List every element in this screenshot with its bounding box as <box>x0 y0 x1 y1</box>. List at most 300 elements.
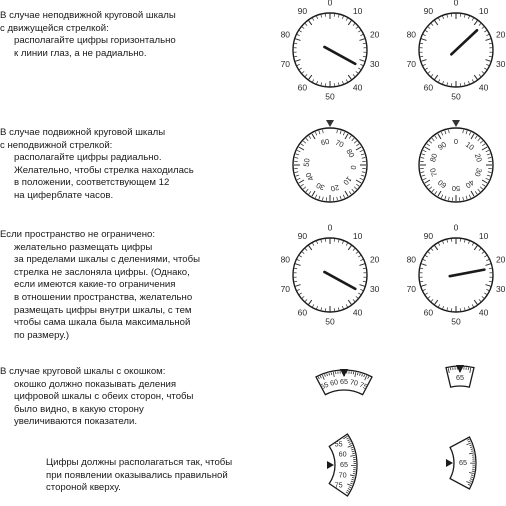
tick-mark <box>297 259 300 260</box>
tick-mark <box>299 30 302 32</box>
tick-mark <box>425 180 430 183</box>
dial-number: 70 <box>280 283 291 294</box>
tick-mark <box>434 20 438 25</box>
tick-mark <box>441 132 442 135</box>
tick-mark <box>472 18 474 21</box>
window-dial-horizontal-wide <box>316 369 372 395</box>
tick-mark <box>469 473 474 474</box>
dial-number: 70 <box>338 470 347 480</box>
tick-mark <box>308 20 312 25</box>
tick-mark <box>421 158 424 159</box>
tick-mark <box>486 259 489 260</box>
tick-mark <box>463 197 464 200</box>
tick-mark <box>485 60 491 62</box>
dial-number: 0 <box>327 222 333 233</box>
tick-mark <box>474 20 478 25</box>
tick-mark <box>351 447 353 448</box>
tick-mark <box>353 248 355 251</box>
tick-mark <box>351 479 353 480</box>
tick-mark <box>348 300 352 305</box>
tick-mark <box>347 438 349 439</box>
tick-mark <box>486 178 489 179</box>
tick-mark <box>470 447 472 448</box>
tick-mark <box>486 289 489 290</box>
tick-mark <box>322 375 324 380</box>
dial-number: 90 <box>297 6 308 17</box>
tick-mark <box>301 144 304 146</box>
tick-mark <box>358 68 361 70</box>
instruction-line: чтобы сама шкала была максимальной <box>14 317 191 329</box>
dial-number: 65 <box>340 376 348 386</box>
tick-mark <box>441 195 442 198</box>
tick-mark <box>312 304 314 307</box>
tick-mark <box>425 293 428 295</box>
tick-mark <box>297 178 300 179</box>
tick-mark <box>484 293 487 295</box>
instruction-line: располагайте цифры радиально. <box>14 152 162 164</box>
tick-mark <box>301 251 304 253</box>
tick-mark <box>348 488 350 489</box>
dial-number: 50 <box>451 316 461 327</box>
tick-mark <box>361 154 364 155</box>
tick-mark <box>306 138 308 141</box>
tick-mark <box>312 18 314 21</box>
instruction-line: при появлении оказывались правильной <box>46 469 228 481</box>
dial-number: 60 <box>423 82 434 93</box>
tick-mark <box>448 368 449 373</box>
tick-mark <box>348 445 353 447</box>
dial-number: 80 <box>344 147 357 160</box>
tick-mark <box>356 296 359 298</box>
tick-mark <box>312 191 315 196</box>
tick-mark <box>318 377 319 379</box>
needle <box>450 270 485 277</box>
dial-number: 80 <box>406 254 417 265</box>
tick-mark <box>468 441 470 442</box>
dial-number: 80 <box>280 254 291 265</box>
instruction-line: располагайте цифры горизонтально <box>14 35 176 47</box>
tick-mark <box>469 481 471 482</box>
tick-mark <box>485 39 491 41</box>
tick-mark <box>427 184 430 186</box>
tick-mark <box>360 34 363 35</box>
dial-number: 70 <box>280 58 291 69</box>
dial-number: 65 <box>459 457 467 467</box>
tick-mark <box>356 26 359 28</box>
dial-number: 30 <box>369 283 380 294</box>
tick-mark <box>482 184 485 186</box>
dial-number: 10 <box>463 139 476 153</box>
tick-mark <box>353 74 355 77</box>
tick-mark <box>315 195 316 198</box>
dial-number: 50 <box>325 91 335 102</box>
tick-mark <box>486 150 489 151</box>
tick-mark <box>421 39 427 41</box>
dial-number: 20 <box>369 254 380 265</box>
tick-mark <box>474 75 478 80</box>
tick-mark <box>350 475 355 476</box>
tick-mark <box>475 136 477 139</box>
tick-mark <box>422 175 425 176</box>
tick-mark <box>482 71 485 73</box>
tick-mark <box>296 154 299 155</box>
tick-mark <box>432 138 434 141</box>
tick-mark <box>360 373 361 375</box>
tick-mark <box>421 285 427 287</box>
tick-mark <box>346 79 348 82</box>
tick-mark <box>309 191 311 194</box>
tick-mark <box>347 490 349 491</box>
tick-mark <box>333 372 334 377</box>
tick-mark <box>295 285 301 287</box>
tick-mark <box>434 75 438 80</box>
dial-fixed-horizontal-right <box>407 0 506 101</box>
dial-number: 90 <box>423 6 434 17</box>
dial-number: 0 <box>348 164 359 171</box>
tick-mark <box>347 484 352 486</box>
tick-mark <box>445 131 446 134</box>
dial-number: 60 <box>423 307 434 318</box>
tick-mark <box>479 299 481 302</box>
tick-mark <box>431 23 433 26</box>
tick-mark <box>471 451 473 452</box>
tick-mark <box>303 187 306 189</box>
dial-number: 50 <box>451 91 461 102</box>
tick-mark <box>331 372 332 374</box>
tick-mark <box>325 374 326 376</box>
tick-mark <box>482 296 485 298</box>
tick-mark <box>480 187 483 189</box>
needle <box>451 30 477 54</box>
dial-number: 60 <box>436 177 449 191</box>
tick-mark <box>484 30 487 32</box>
tick-mark <box>349 487 351 488</box>
tick-mark <box>362 172 365 173</box>
dial-number: 50 <box>325 316 335 327</box>
tick-mark <box>356 71 359 73</box>
tick-mark <box>488 158 491 159</box>
dial-number: 50 <box>451 184 461 194</box>
tick-mark <box>348 245 352 250</box>
instruction-line: стороной кверху. <box>46 482 121 494</box>
dial-number: 20 <box>495 254 506 265</box>
instruction-line: если имеются какие-то ограничения <box>14 279 176 291</box>
tick-mark <box>308 245 312 250</box>
tick-mark <box>449 130 450 133</box>
tick-mark <box>449 197 450 200</box>
dial-number: 20 <box>329 182 340 194</box>
tick-mark <box>427 26 430 28</box>
dial-number: 0 <box>453 0 459 8</box>
instruction-line: с движущейся стрелкой: <box>0 22 109 34</box>
dial-number: 30 <box>472 166 484 178</box>
dial-radial-right <box>419 120 493 202</box>
dial-number: 70 <box>428 166 440 178</box>
tick-mark <box>431 299 433 302</box>
tick-mark <box>305 248 307 251</box>
tick-mark <box>435 191 437 194</box>
tick-mark <box>362 374 363 376</box>
tick-mark <box>478 189 480 192</box>
tick-mark <box>482 180 487 183</box>
tick-mark <box>359 264 365 266</box>
instruction-line: В случае подвижной круговой шкалы <box>0 127 166 138</box>
dial-number: 90 <box>423 231 434 242</box>
tick-mark <box>468 484 470 485</box>
tick-mark <box>466 196 467 199</box>
tick-mark <box>487 175 490 176</box>
tick-mark <box>354 141 357 143</box>
tick-mark <box>486 34 489 35</box>
tick-mark <box>361 175 364 176</box>
tick-mark <box>425 255 428 257</box>
tick-mark <box>345 134 348 139</box>
tick-mark <box>471 449 473 450</box>
tick-mark <box>429 187 432 189</box>
tick-mark <box>360 289 363 290</box>
tick-mark <box>368 376 369 378</box>
dial-number: 60 <box>297 307 308 318</box>
tick-mark <box>423 259 426 260</box>
tick-mark <box>349 443 351 444</box>
dial-number: 75 <box>334 480 343 490</box>
tick-mark <box>356 180 361 183</box>
tick-mark <box>421 172 424 173</box>
tick-mark <box>303 141 306 143</box>
instruction-line: за пределами шкалы с делениями, чтобы <box>14 254 200 266</box>
tick-mark <box>295 158 298 159</box>
tick-mark <box>362 158 365 159</box>
tick-mark <box>470 368 471 373</box>
tick-mark <box>438 243 440 246</box>
tick-mark <box>470 445 472 446</box>
instruction-line: к линии глаз, а не радиально. <box>14 47 147 59</box>
instruction-line: Цифры должны располагаться так, чтобы <box>46 457 233 468</box>
instruction-line: Желательно, чтобы стрелка находилась <box>14 164 194 176</box>
tick-mark <box>297 289 300 290</box>
tick-mark <box>359 39 365 41</box>
dial-number: 90 <box>297 231 308 242</box>
tick-mark <box>463 130 464 133</box>
dial-number: 50 <box>301 157 312 168</box>
dial-number: 20 <box>472 152 484 164</box>
tick-mark <box>485 264 491 266</box>
tick-mark <box>423 64 426 65</box>
dial-number: 90 <box>436 139 449 153</box>
tick-mark <box>472 304 474 307</box>
fixed-pointer <box>327 461 334 469</box>
tick-mark <box>348 440 350 441</box>
tick-mark <box>353 299 355 302</box>
tick-mark <box>305 299 307 302</box>
tick-mark <box>427 144 430 146</box>
tick-mark <box>423 34 426 35</box>
tick-mark <box>343 132 344 135</box>
tick-mark <box>352 453 354 454</box>
tick-mark <box>484 68 487 70</box>
tick-mark <box>466 131 467 134</box>
tick-mark <box>360 178 363 179</box>
tick-mark <box>323 197 324 200</box>
tick-mark <box>482 26 485 28</box>
tick-mark <box>469 453 474 454</box>
window-dial-vertical-narrow <box>446 437 476 489</box>
tick-mark <box>469 132 470 135</box>
tick-mark <box>471 134 474 139</box>
tick-mark <box>482 147 487 150</box>
fixed-pointer <box>446 459 453 467</box>
instruction-line: на циферблате часов. <box>14 189 114 201</box>
tick-mark <box>438 18 440 21</box>
instruction-line: было видно, в какую сторону <box>14 403 144 415</box>
dial-number: 70 <box>349 377 359 388</box>
tick-mark <box>432 189 434 192</box>
tick-mark <box>480 141 483 143</box>
tick-mark <box>466 482 471 484</box>
instruction-line: Если пространство не ограничено: <box>0 229 156 240</box>
tick-mark <box>301 26 304 28</box>
instruction-line: размещать цифры внутри шкалы, с тем <box>14 304 192 316</box>
tick-mark <box>471 191 474 196</box>
needle <box>324 47 355 64</box>
dial-number: 75 <box>358 379 370 392</box>
dial-number: 65 <box>456 372 464 382</box>
tick-mark <box>348 75 352 80</box>
dial-number: 40 <box>352 307 363 318</box>
tick-mark <box>301 184 304 186</box>
tick-mark <box>319 196 320 199</box>
tick-mark <box>355 372 356 377</box>
tick-mark <box>351 449 353 450</box>
dial-fixed-horizontal-left <box>281 0 380 101</box>
dial-radial-left <box>293 120 367 202</box>
tick-mark <box>358 30 361 32</box>
dial-number: 0 <box>453 222 459 233</box>
dial-number: 65 <box>340 459 348 469</box>
tick-mark <box>348 442 350 443</box>
tick-mark <box>472 243 474 246</box>
tick-mark <box>358 255 361 257</box>
fixed-pointer <box>326 120 334 127</box>
tick-mark <box>438 134 441 139</box>
dial-number: 30 <box>495 283 506 294</box>
tick-mark <box>352 189 354 192</box>
tick-mark <box>295 60 301 62</box>
dial-number: 0 <box>453 136 459 146</box>
tick-mark <box>360 150 363 151</box>
tick-mark <box>478 138 480 141</box>
tick-mark <box>351 481 353 482</box>
tick-mark <box>305 23 307 26</box>
instruction-line: цифровой шкалы с обеих сторон, чтобы <box>14 391 194 403</box>
tick-mark <box>346 492 348 493</box>
tick-mark <box>352 138 354 141</box>
tick-mark <box>359 60 365 62</box>
tick-mark <box>423 178 426 179</box>
dial-number: 30 <box>369 58 380 69</box>
tick-mark <box>470 479 472 480</box>
instruction-line: окошко должно показывать деления <box>14 378 177 390</box>
tick-mark <box>429 141 432 143</box>
tick-mark <box>423 150 426 151</box>
dial-number: 40 <box>352 82 363 93</box>
tick-mark <box>359 285 365 287</box>
tick-mark <box>427 71 430 73</box>
tick-mark <box>352 477 354 478</box>
dial-number: 70 <box>406 283 417 294</box>
tick-mark <box>297 150 300 151</box>
tick-mark <box>467 439 469 440</box>
tick-mark <box>350 483 352 484</box>
tick-mark <box>354 187 357 189</box>
tick-mark <box>299 147 304 150</box>
dial-numbers-inside <box>407 222 506 326</box>
tick-mark <box>350 455 355 456</box>
dial-number: 70 <box>333 137 346 150</box>
tick-mark <box>346 304 348 307</box>
dial-number: 30 <box>495 58 506 69</box>
dial-number: 10 <box>352 231 363 242</box>
dial-number: 40 <box>303 170 316 183</box>
tick-mark <box>475 191 477 194</box>
tick-mark <box>431 248 433 251</box>
tick-mark <box>471 475 473 476</box>
tick-mark <box>337 130 338 133</box>
tick-mark <box>319 131 320 134</box>
tick-mark <box>312 243 314 246</box>
dial-number: 80 <box>428 152 440 164</box>
dial-number: 30 <box>314 180 327 193</box>
dial-number: 60 <box>320 136 331 148</box>
tick-mark <box>356 144 359 146</box>
tick-mark <box>471 477 473 478</box>
dial-number: 20 <box>369 29 380 40</box>
tick-mark <box>438 79 440 82</box>
tick-mark <box>425 147 430 150</box>
tick-mark <box>472 79 474 82</box>
tick-mark <box>445 196 446 199</box>
tick-mark <box>301 296 304 298</box>
tick-mark <box>365 376 367 381</box>
tick-mark <box>434 300 438 305</box>
dial-number: 40 <box>463 177 476 191</box>
tick-mark <box>356 147 361 150</box>
dial-number: 55 <box>318 379 330 392</box>
tick-mark <box>323 130 324 133</box>
dial-number: 60 <box>329 377 339 388</box>
tick-mark <box>469 195 470 198</box>
dial-number: 10 <box>478 231 489 242</box>
tick-mark <box>346 18 348 21</box>
tick-mark <box>438 304 440 307</box>
tick-mark <box>353 23 355 26</box>
tick-mark <box>482 251 485 253</box>
instruction-line: по размеру.) <box>14 329 70 341</box>
tick-mark <box>295 172 298 173</box>
tick-mark <box>348 20 352 25</box>
tick-mark <box>431 74 433 77</box>
tick-mark <box>306 189 308 192</box>
tick-mark <box>320 376 321 378</box>
tick-mark <box>308 300 312 305</box>
tick-mark <box>305 74 307 77</box>
tick-mark <box>299 255 302 257</box>
dial-number: 60 <box>297 82 308 93</box>
tick-mark <box>295 39 301 41</box>
tick-mark <box>427 296 430 298</box>
tick-mark <box>425 68 428 70</box>
tick-mark <box>337 197 338 200</box>
